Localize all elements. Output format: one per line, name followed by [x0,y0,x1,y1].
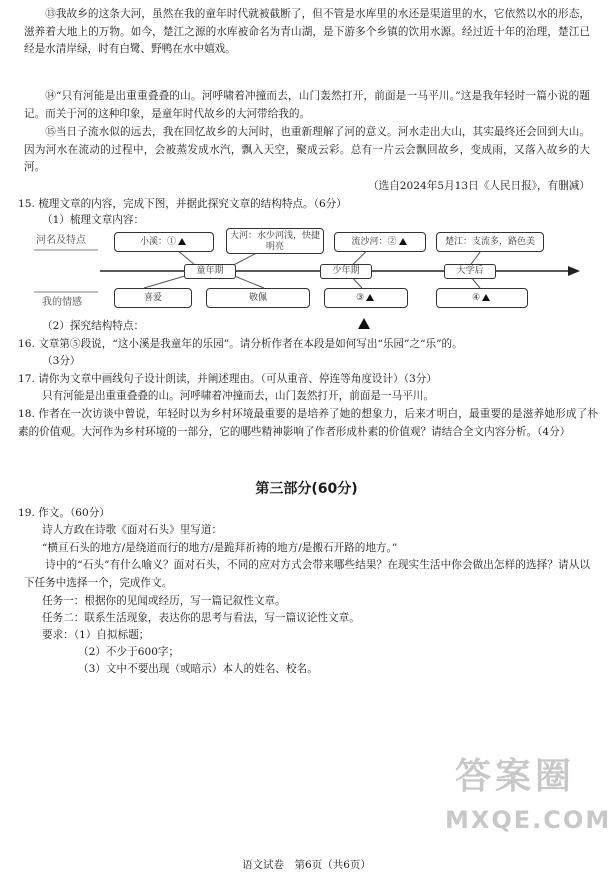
watermark-line-2: MXQE.COM [445,806,612,834]
blank-triangle-icon [366,294,374,301]
blank-triangle-icon [399,238,407,245]
top-box-quicksand-river [334,232,426,252]
top-box-creek [114,232,214,252]
stage-after-college: 大学后 [444,264,496,279]
question-17-quoted-sentence: 只有河能是出重重叠叠的山。河呼啸着冲撞而去，山门轰然打开，前面是一马平川。 [42,390,434,402]
question-19-requirement-1: 要求：（1）自拟标题； [42,629,150,641]
bottom-box-blank-4-label: ④ [471,293,481,303]
answer-blank-triangle-icon [358,318,370,329]
question-19-task-1: 任务一：根据你的见闻或经历，写一篇记叙性文章。 [42,595,286,607]
bottom-box-blank-3-label: ③ [355,293,365,303]
page-footer: 语文试卷 第6页（共6页） [242,859,371,871]
section-3-title: 第三部分(60分) [255,481,358,497]
question-16-line-1: 16. 文章第⑤段说，“这小溪是我童年的乐园”。请分析作者在本段是如何写出“乐园”之“乐”的。 [18,338,463,350]
watermark-logo [435,756,612,848]
question-19-task-2: 任务二：联系生活现象，表达你的思考与看法，写一篇议论性文章。 [42,612,360,624]
top-box-big-river: 大河：水少河浅，快捷明亮 [226,228,324,254]
structure-diagram [34,228,580,318]
question-19-prompt: 诗中的“石头”有什么喻义？面对石头，不同的应对方式会带来哪些结果？在现实生活中你会做出怎样的选择？请从以下任务中选择一个，完成作文。 [24,559,590,589]
passage-para-14: ⑭“只有河能是出重重叠叠的山。河呼啸着冲撞而去，山门轰然打开，前面是一马平川。”这是我年轻时一篇小说的题记。而关于河的这种印象，是童年时代故乡的大河带给我的。 [24,90,590,120]
top-box-chujiang: 楚江：支流多，路色美 [436,232,544,252]
top-box-quicksand-river-label: 流沙河：② [351,237,397,247]
question-18: 18. 作者在一次访谈中曾说，年轻时以为乡村环境最重要的是培养了她的想象力，后来才明白，最重要的是滋养她形成了朴素的价值观。大河作为乡村环境的一部分，它的哪些精神影响了作者形成朴素的价值观？请结合全文内容分析。（4分） [18,408,598,438]
question-15-part-1: （1）梳理文章内容： [42,214,145,226]
passage-para-13: ⑬我故乡的这条大河，虽然在我的童年时代就被截断了，但不管是水库里的水还是渠道里的水，它依然以水的形态，滋养着大地上的万物。如今，楚江之源的水库被命名为青山湖，是下游多个乡镇的饮用水源。经过近十年的治理，楚江已经是水清岸绿，时有白鹭、野鸭在水中嬉戏。 [24,8,590,55]
bottom-box-blank-4 [436,288,528,308]
diagram-label-my-emotion: 我的情感 [42,297,82,308]
question-19-intro: 诗人方政在诗歌《面对石头》里写道： [42,524,223,536]
bottom-box-love: 喜爱 [114,288,192,308]
bottom-box-blank-3 [324,288,408,308]
stage-adolescence: 少年期 [320,264,372,279]
question-17-line-1: 17. 请你为文章中画线句子设计朗读，并阐述理由。（可从重音、停连等角度设计）（3分） [18,373,437,385]
blank-triangle-icon [178,238,186,245]
question-15-stem: 15. 梳理文章的内容，完成下图，并据此探究文章的结构特点。（6分） [18,198,347,210]
passage-source: （选自2024年5月13日《人民日报》，有删减） [368,180,590,192]
question-19-requirement-2: （2）不少于600字； [78,646,180,658]
watermark-line-1: 答案圈 [455,756,576,797]
question-19-poem-quote: “横亘石头的地方/是绕道而行的地方/是跪拜祈祷的地方/是搬石开路的地方。” [42,542,398,554]
question-16-line-2: （3分） [42,355,81,367]
question-19-requirement-3: （3）文中不要出现（或暗示）本人的姓名、校名。 [78,663,318,675]
question-15-part-2: （2）探究结构特点： [42,320,145,332]
top-box-creek-label: 小溪：① [139,237,176,247]
diagram-label-river-features: 河名及特点 [36,235,86,246]
blank-triangle-icon [482,294,490,301]
passage-para-15: ⑮当日子流水似的远去，我在回忆故乡的大河时，也重新理解了河的意义。河水走出大山，其实最终还会回到大山。因为河水在流动的过程中，会被蒸发成水汽，飘入天空，聚成云彩。总有一片云会飘回故乡，变成雨，又落入故乡的大河。 [24,126,590,173]
bottom-box-admire: 敬佩 [206,288,310,308]
stage-childhood: 童年期 [184,264,236,279]
question-19-stem: 19. 作文。（60分） [18,507,110,519]
